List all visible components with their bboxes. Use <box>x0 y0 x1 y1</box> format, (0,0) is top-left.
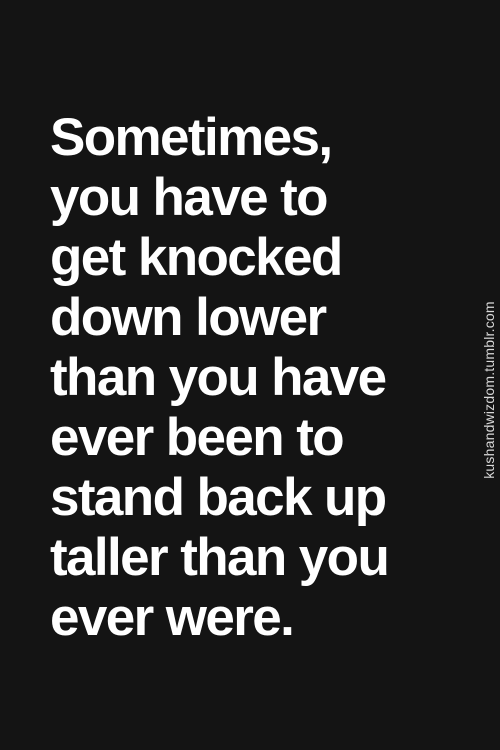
quote-line: you have to <box>50 168 327 227</box>
quote-line: than you have <box>50 348 386 407</box>
quote-line: ever been to <box>50 408 344 467</box>
quote-line: get knocked <box>50 228 342 287</box>
quote-line: stand back up <box>50 468 386 527</box>
quote-line: down lower <box>50 288 326 347</box>
quote-text <box>50 108 388 648</box>
quote-line: Sometimes, <box>50 108 332 167</box>
quote-line: taller than you <box>50 528 389 587</box>
quote-line: ever were. <box>50 588 294 647</box>
watermark-text: kushandwizdom.tumblr.com <box>481 301 497 479</box>
